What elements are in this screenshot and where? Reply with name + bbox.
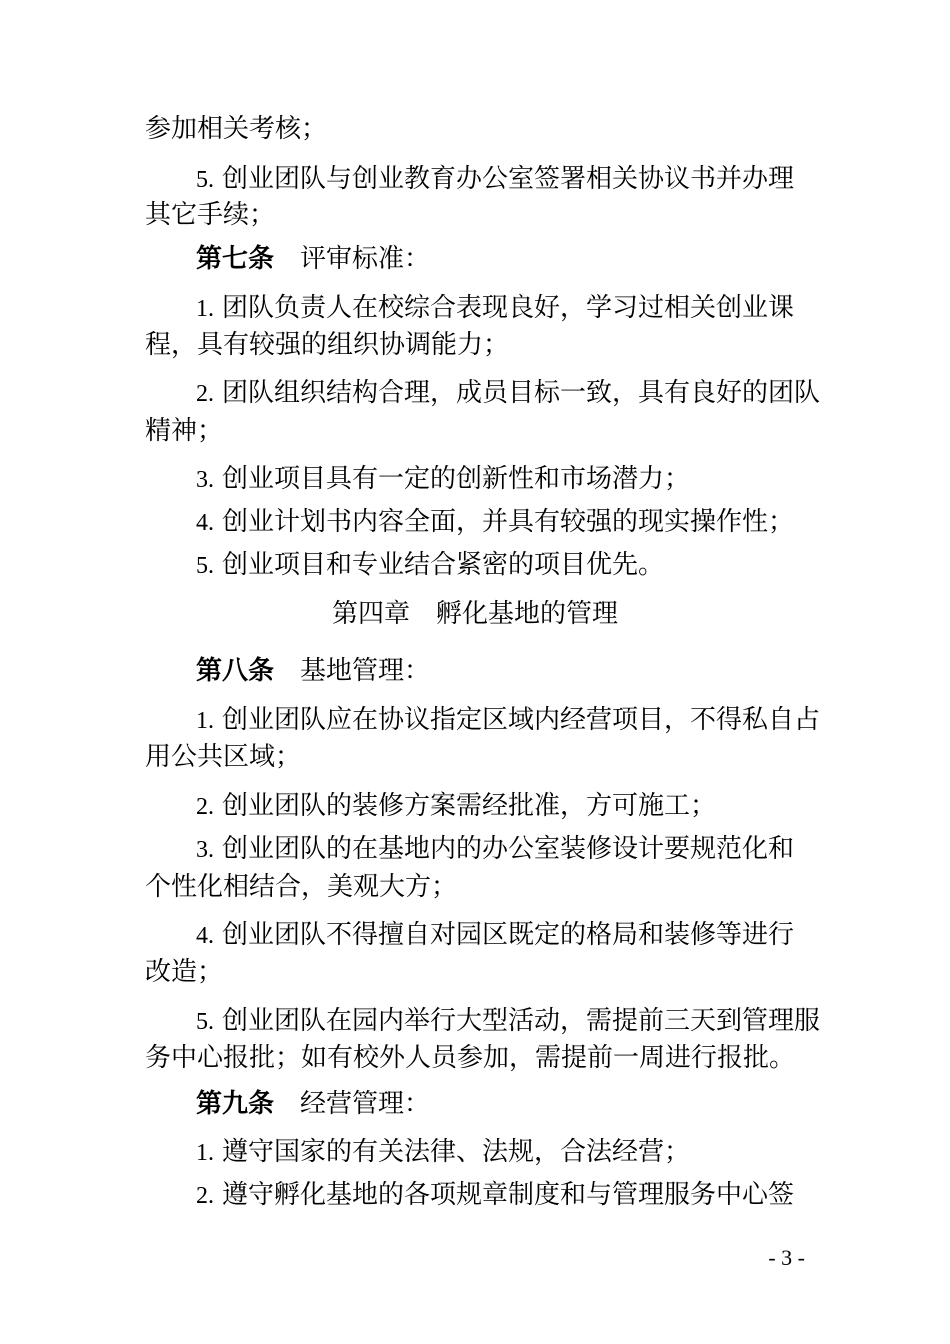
item-number: 4.	[196, 923, 214, 949]
line-text: 创业团队的在基地内的办公室装修设计要规范化和	[222, 834, 795, 864]
line-text: 遵守孵化基地的各项规章制度和与管理服务中心签	[222, 1180, 795, 1210]
article-title: 经营管理：	[300, 1089, 431, 1119]
text-line	[145, 198, 275, 232]
list-item	[196, 703, 820, 738]
chapter-heading	[0, 597, 950, 631]
list-item	[196, 462, 690, 497]
item-number: 2.	[196, 381, 214, 407]
text-line	[145, 870, 457, 904]
article-label: 第九条	[196, 1089, 275, 1119]
text-line	[145, 740, 301, 774]
item-number: 5.	[196, 1009, 214, 1035]
item-number: 5.	[196, 553, 214, 579]
item-number: 1.	[196, 296, 214, 322]
list-item	[196, 505, 794, 540]
list-item	[196, 789, 716, 824]
list-item	[196, 1135, 690, 1170]
line-text: 用公共区域；	[145, 742, 302, 772]
article-heading	[196, 654, 430, 688]
list-item	[196, 548, 664, 583]
list-item	[196, 832, 794, 867]
line-text: 创业项目和专业结合紧密的项目优先。	[222, 550, 665, 580]
line-text: 程，具有较强的组织协调能力；	[145, 330, 510, 360]
line-text: 精神；	[145, 416, 224, 446]
page-number: - 3 -	[768, 1245, 805, 1270]
item-number: 3.	[196, 837, 214, 863]
item-number: 2.	[196, 1183, 214, 1209]
chapter-label: 第四章	[331, 599, 410, 629]
item-number: 4.	[196, 510, 214, 536]
line-text: 创业计划书内容全面，并具有较强的现实操作性；	[222, 507, 795, 537]
article-label: 第七条	[196, 244, 275, 274]
item-number: 3.	[196, 467, 214, 493]
article-heading	[196, 1087, 430, 1121]
list-item	[196, 162, 794, 197]
item-number: 1.	[196, 1140, 214, 1166]
list-item	[196, 376, 820, 411]
list-item	[196, 1178, 794, 1213]
text-line	[145, 1041, 795, 1075]
list-item	[196, 291, 794, 326]
line-text: 创业项目具有一定的创新性和市场潜力；	[222, 464, 691, 494]
text-line	[145, 955, 223, 989]
list-item	[196, 918, 794, 953]
line-text: 创业团队与创业教育办公室签署相关协议书并办理	[222, 164, 795, 194]
line-text: 创业团队应在协议指定区域内经营项目，不得私自占	[222, 705, 821, 735]
item-number: 1.	[196, 708, 214, 734]
line-text: 创业团队的装修方案需经批准，方可施工；	[222, 791, 717, 821]
line-text: 团队组织结构合理，成员目标一致，具有良好的团队	[222, 378, 821, 408]
line-text: 创业团队在园内举行大型活动，需提前三天到管理服	[222, 1006, 821, 1036]
line-text: 其它手续；	[145, 200, 276, 230]
article-label: 第八条	[196, 656, 275, 686]
article-title: 基地管理：	[300, 656, 431, 686]
line-text: 创业团队不得擅自对园区既定的格局和装修等进行	[222, 920, 795, 950]
line-text: 遵守国家的有关法律、法规，合法经营；	[222, 1137, 691, 1167]
text-line	[145, 328, 509, 362]
line-text: 个性化相结合，美观大方；	[145, 872, 458, 902]
line-text: 改造；	[145, 957, 224, 987]
article-heading	[196, 242, 430, 276]
line-text: 参加相关考核；	[145, 114, 328, 144]
text-line	[145, 112, 327, 146]
list-item	[196, 1004, 820, 1039]
item-number: 2.	[196, 794, 214, 820]
line-text: 务中心报批；如有校外人员参加，需提前一周进行报批。	[145, 1043, 796, 1073]
article-title: 评审标准：	[300, 244, 431, 274]
text-line	[145, 414, 223, 448]
item-number: 5.	[196, 167, 214, 193]
line-text: 团队负责人在校综合表现良好，学习过相关创业课	[222, 293, 795, 323]
chapter-title: 孵化基地的管理	[436, 599, 619, 629]
